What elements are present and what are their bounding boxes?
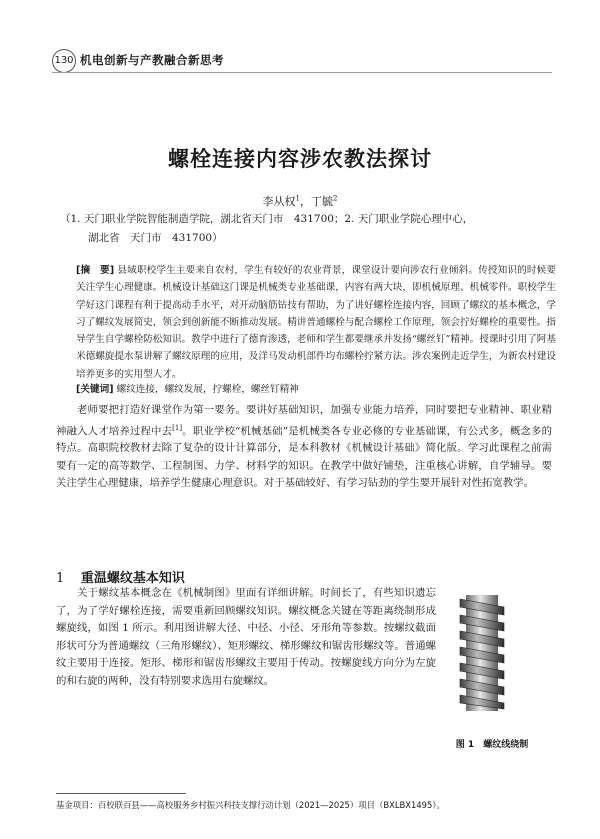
abstract bbox=[76, 262, 556, 383]
intro-paragraph bbox=[56, 402, 552, 493]
section-heading bbox=[56, 567, 185, 586]
author-2: 丁毓 bbox=[311, 195, 333, 208]
citation-ref: [1] bbox=[172, 423, 183, 432]
keywords-text: 螺纹连接，螺纹发展，拧螺栓，螺丝钉精神 bbox=[116, 384, 299, 395]
section-number: 1 bbox=[56, 571, 65, 586]
section-1-paragraph: 关于螺纹基本概念在《机械制图》里面有详细讲解。时间长了，有些知识遗忘了，为了学好螺栓连接，需要重新回顾螺纹知识。螺纹概念关键在等距离绕制形成螺旋线，如图 1 所示。利用图讲解大径、中径、小径、牙形角等参数。按螺纹截面形状可分为普通螺纹（三角形螺纹）、矩形螺纹、梯形螺纹和锯齿形螺纹等。普通螺纹主要用于连接。矩形、梯形和锯齿形螺纹主要用于传动。按螺旋线方向分为左旋的和右旋的两种，没有特别要求选用右旋螺纹。 bbox=[56, 587, 436, 687]
paper-title: 螺栓连接内容涉农教法探讨 bbox=[168, 147, 432, 171]
abstract-label: [摘 要] bbox=[76, 265, 115, 276]
section-title: 重温螺纹基本知识 bbox=[80, 571, 185, 586]
journal-title: 机电创新与产教融合新思考 bbox=[80, 53, 224, 67]
authors bbox=[0, 193, 600, 209]
figure-caption: 图 1 螺纹线绕制 bbox=[455, 740, 529, 750]
intro-text: 老师要把打造好课堂作为第一要务。要讲好基础知识，加强专业能力培养，同时要把专业精神、职业精神融入人才培养过程中去 bbox=[56, 404, 552, 437]
keywords bbox=[76, 381, 556, 398]
intro-text-2: 。职业学校“机械基础”是机械类各专业必修的专业基础课，有公式多，概念多的特点。高职院校教材去除了复杂的设计计算部分，是本科教材《机械设计基础》简化版。学习此课程之前需要有一定的高等数学、工程制图、力学、材料学的知识。在教学中做好铺垫，注重核心讲解，自学辅导。要关注学生心理健康，培养学生健康心理意识。对于基础较好、有学习钻劲的学生要开展针对性拓宽教学。 bbox=[56, 424, 552, 490]
affiliation-line-1: （1. 天门职业学院智能制造学院，湖北省天门市 431700；2. 天门职业学院心理中心， bbox=[60, 213, 474, 225]
keywords-label: [关键词] bbox=[76, 384, 114, 395]
page-number: 130 bbox=[52, 49, 76, 73]
helix-icon bbox=[452, 593, 512, 713]
affiliation bbox=[60, 210, 550, 248]
abstract-text: 县域职校学生主要来自农村，学生有较好的农业背景，课堂设计要向涉农行业倾斜。传授知识的时候要关注学生心理健康。机械设计基础这门课是机械类专业基础课，内容有两大块，即机械原理、机械零件。职校学生学好这门课程有利于提高动手水平，对开动脑筋钻技有帮助，为了讲好螺栓连接内容，回顾了螺纹的基本概念，学习了螺纹发展简史，领会到创新能不断推动发展。精讲普通螺栓与配合螺栓工作原理，领会拧好螺栓的重要性。指导学生自学螺栓防松知识。教学中进行了德育渗透，老师和学生都要继承并发扬“螺丝钉”精神。授课时引用了阿基米德螺旋提水泵讲解了螺纹原理的应用，及洋马发动机部件均布螺栓拧紧方法。涉农案例走近学生，为新农村建设培养更多的实用型人才。 bbox=[76, 265, 556, 380]
author-separator: ， bbox=[300, 195, 311, 208]
author-2-affil: 2 bbox=[333, 194, 338, 203]
affiliation-line-2: 湖北省 天门市 431700） bbox=[88, 232, 223, 244]
author-1-affil: 1 bbox=[295, 194, 300, 203]
funding-footnote: 基金项目：百校联百县——高校服务乡村振兴科技支撑行动计划（2021—2025）项目（BXLBX1495）。 bbox=[56, 800, 445, 810]
header-divider bbox=[52, 72, 552, 73]
footnote-divider bbox=[56, 793, 186, 794]
author-1: 李从权 bbox=[262, 195, 296, 208]
